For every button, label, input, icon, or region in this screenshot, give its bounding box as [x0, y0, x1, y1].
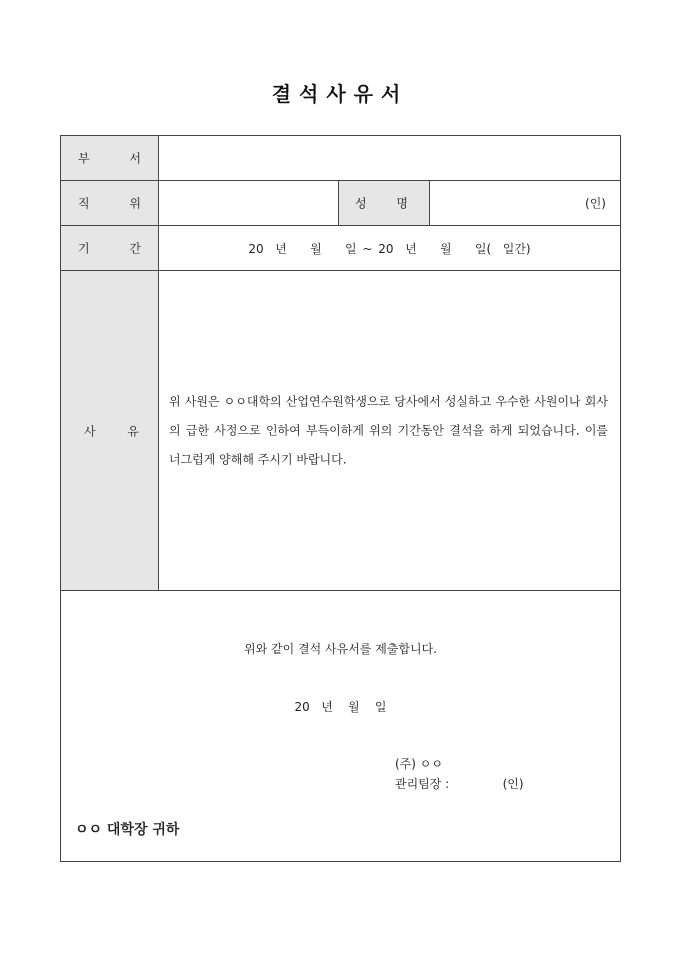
- department-value[interactable]: [159, 136, 620, 180]
- period-value[interactable]: 20 년 월 일 ~ 20 년 월 일( 일간): [248, 241, 531, 256]
- seal-mark: (인): [585, 196, 606, 211]
- period-label-char-2: 간: [129, 241, 141, 256]
- period-label: [61, 226, 159, 270]
- period-label-char-1: 기: [78, 241, 90, 256]
- department-label-char-2: 서: [129, 151, 141, 166]
- position-row: [61, 181, 620, 226]
- company-line: (주) ㅇㅇ: [395, 757, 443, 771]
- name-label-char-1: 성: [355, 196, 367, 211]
- submission-text: 위와 같이 결석 사유서를 제출합니다.: [244, 642, 437, 656]
- submission-section: [61, 591, 620, 863]
- department-row: [61, 136, 620, 181]
- position-label-char-2: 위: [129, 196, 141, 211]
- department-label-char-1: 부: [78, 151, 90, 166]
- manager-signature-line: 관리팀장 : (인): [395, 777, 524, 791]
- reason-label: [61, 271, 159, 590]
- document-title: 결석사유서: [271, 82, 409, 106]
- absence-form: [60, 135, 621, 862]
- position-label: [61, 181, 159, 225]
- reason-row: [61, 271, 620, 591]
- reason-label-char-1: 사: [84, 424, 96, 438]
- period-row: [61, 226, 620, 271]
- position-label-char-1: 직: [78, 196, 90, 211]
- department-label: [61, 136, 159, 180]
- submission-date: 20 년 월 일: [294, 700, 387, 714]
- position-value[interactable]: [159, 181, 338, 225]
- name-label: [338, 181, 430, 225]
- reason-text: 위 사원은 ㅇㅇ대학의 산업연수원학생으로 당사에서 성실하고 우수한 사원이나 회사의 급한 사정으로 인하여 부득이하게 위의 기간동안 결석을 하게 되었습니다. 이를 너그럽게 양해해 주시기 바랍니다.: [169, 394, 608, 466]
- name-value[interactable]: [430, 181, 620, 225]
- name-label-char-2: 명: [396, 196, 408, 211]
- reason-label-char-2: 유: [127, 424, 139, 438]
- addressee: ㅇㅇ 대학장 귀하: [75, 822, 180, 838]
